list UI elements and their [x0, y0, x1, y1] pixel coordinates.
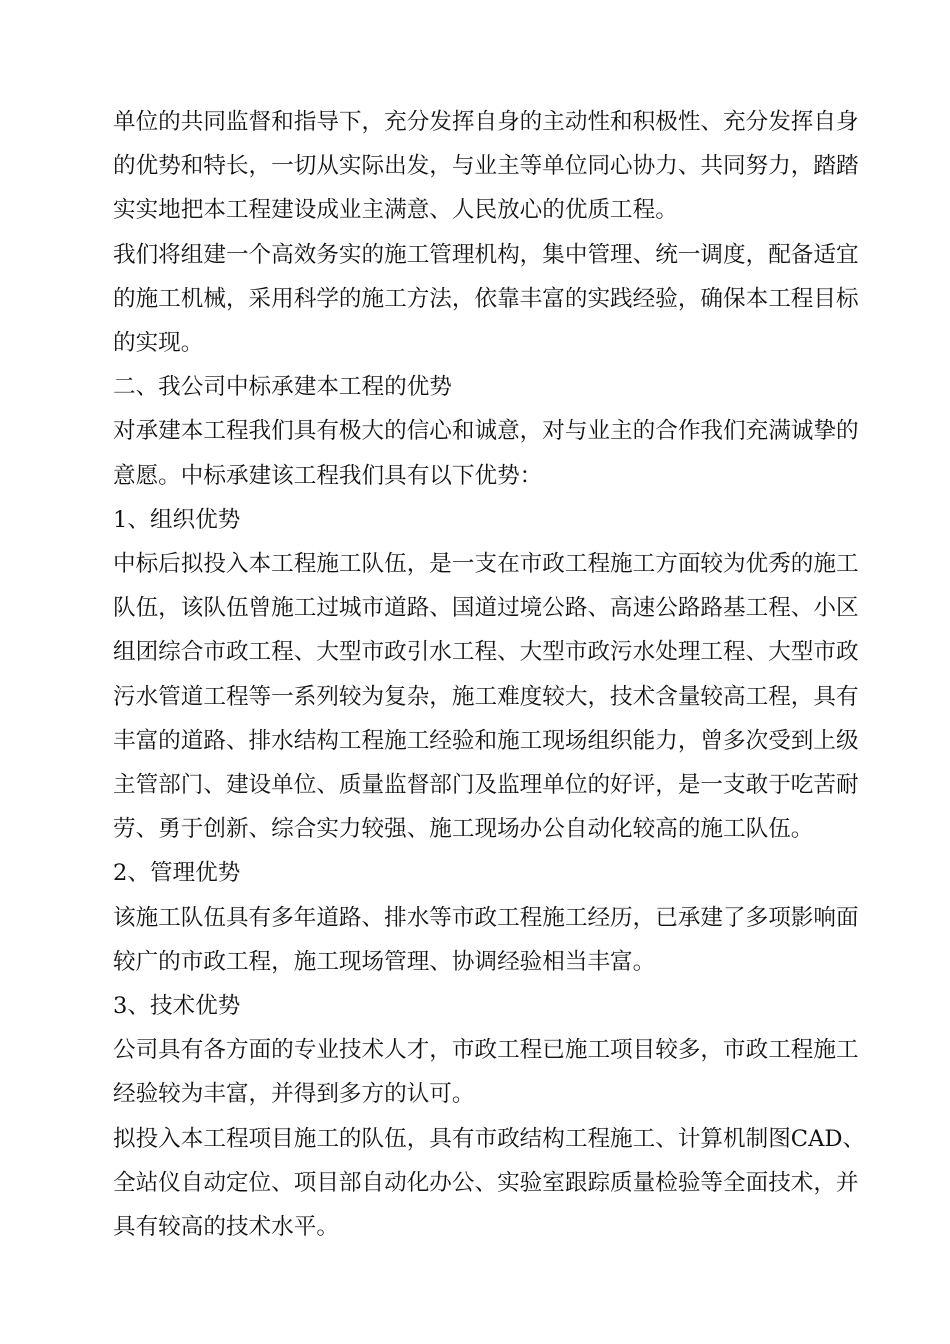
paragraph [113, 542, 873, 851]
text-line: 全站仪自动定位、项目部自动化办公、实验室跟踪质量检验等全面技术，并 [113, 1169, 859, 1196]
section-heading-text: 二、我公司中标承建本工程的优势 [113, 374, 452, 401]
subsection-heading-text: 2、管理优势 [113, 860, 241, 887]
text-line: 的施工机械，采用科学的施工方法，依靠丰富的实践经验，确保本工程目标 [113, 285, 859, 312]
document-body [113, 100, 873, 1249]
text-line: 的优势和特长，一切从实际出发，与业主等单位同心协力、共同努力，踏踏 [113, 153, 859, 180]
text-line: 具有较高的技术水平。 [113, 1214, 339, 1241]
text-line: 经验较为丰富，并得到多方的认可。 [113, 1081, 475, 1108]
paragraph [113, 1028, 873, 1116]
text-line: 实实地把本工程建设成业主满意、人民放心的优质工程。 [113, 197, 678, 224]
text-line: 队伍，该队伍曾施工过城市道路、国道过境公路、高速公路路基工程、小区 [113, 595, 859, 622]
subsection-heading [113, 498, 873, 542]
subsection-heading [113, 851, 873, 895]
text-line: 对承建本工程我们具有极大的信心和诚意，对与业主的合作我们充满诚挚的 [113, 418, 859, 445]
text-line: 劳、勇于创新、综合实力较强、施工现场办公自动化较高的施工队伍。 [113, 816, 814, 843]
text-line: 我们将组建一个高效务实的施工管理机构，集中管理、统一调度，配备适宜 [113, 241, 859, 268]
subsection-heading-text: 3、技术优势 [113, 993, 241, 1020]
paragraph [113, 233, 873, 366]
text-line: 拟投入本工程项目施工的队伍，具有市政结构工程施工、计算机制图CAD、 [113, 1125, 866, 1152]
subsection-heading-text: 1、组织优势 [113, 506, 241, 533]
text-line: 意愿。中标承建该工程我们具有以下优势： [113, 462, 543, 489]
text-line: 中标后拟投入本工程施工队伍，是一支在市政工程施工方面较为优秀的施工 [113, 551, 859, 578]
text-line: 的实现。 [113, 330, 204, 357]
subsection-heading [113, 984, 873, 1028]
text-line: 主管部门、建设单位、质量监督部门及监理单位的好评，是一支敢于吃苦耐 [113, 772, 859, 799]
paragraph [113, 1117, 873, 1250]
text-line: 较广的市政工程，施工现场管理、协调经验相当丰富。 [113, 948, 656, 975]
text-line: 丰富的道路、排水结构工程施工经验和施工现场组织能力，曾多次受到上级 [113, 727, 859, 754]
text-line: 该施工队伍具有多年道路、排水等市政工程施工经历，已承建了多项影响面 [113, 904, 859, 931]
text-line: 公司具有各方面的专业技术人才，市政工程已施工项目较多，市政工程施工 [113, 1037, 859, 1064]
paragraph [113, 100, 873, 233]
text-line: 组团综合市政工程、大型市政引水工程、大型市政污水处理工程、大型市政 [113, 639, 859, 666]
text-line: 单位的共同监督和指导下，充分发挥自身的主动性和积极性、充分发挥自身 [113, 109, 859, 135]
section-heading [113, 365, 873, 409]
text-line: 污水管道工程等一系列较为复杂，施工难度较大，技术含量较高工程，具有 [113, 683, 859, 710]
paragraph [113, 896, 873, 984]
paragraph [113, 409, 873, 497]
